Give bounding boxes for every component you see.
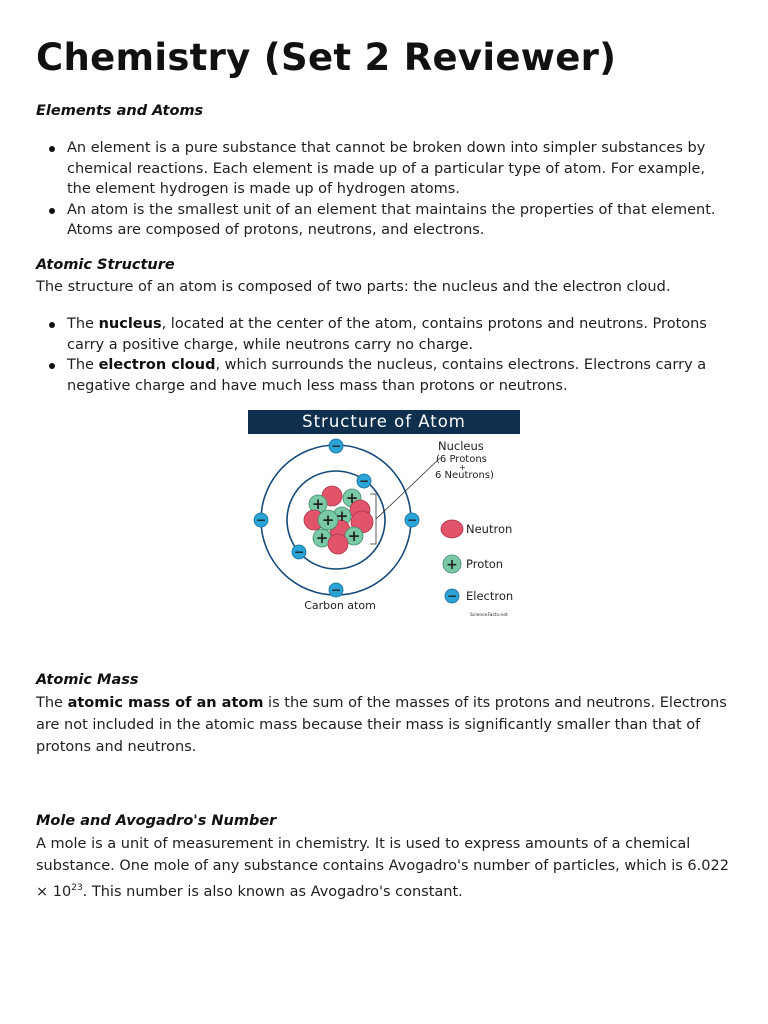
legend xyxy=(441,520,513,603)
legend-electron-label: Electron xyxy=(466,589,514,603)
atomic-structure-list xyxy=(36,314,731,396)
nucleus-label: Nucleus xyxy=(438,439,484,453)
nucleus-detail-plus: + xyxy=(459,463,466,472)
nucleus-detail-neutrons: 6 Neutrons) xyxy=(435,470,494,481)
proton-sign: + xyxy=(335,507,349,525)
paragraph-text: is the sum of the masses of its protons and neutrons. Electrons are not included in the atomic mass because their mass is significantly smaller than that of protons and neutrons. xyxy=(36,695,727,755)
electron-sign: − xyxy=(406,513,418,527)
list-item-text: , located at the center of the atom, contains protons and neutrons. Protons carry a positive charge, while neutrons carry no charge. xyxy=(67,316,707,353)
atomic-structure-intro: The structure of an atom is composed of two parts: the nucleus and the electron cloud. xyxy=(36,279,671,295)
elements-atoms-list xyxy=(36,138,731,241)
list-item-text: , which surrounds the nucleus, contains electrons. Electrons carry a negative charge and have much less mass than protons or neutrons. xyxy=(67,357,707,394)
legend-neutron-swatch xyxy=(441,520,463,538)
legend-electron-sign: − xyxy=(446,589,458,603)
list-item xyxy=(36,314,731,355)
figure-title: Structure of Atom xyxy=(248,410,520,434)
electron-sign: − xyxy=(358,474,370,488)
term-nucleus: nucleus xyxy=(98,316,162,332)
electron-sign: − xyxy=(293,545,305,559)
brand-logo xyxy=(470,612,508,618)
atom-structure-figure xyxy=(248,410,520,620)
proton-sign: + xyxy=(311,495,325,513)
paragraph-text: A mole is a unit of measurement in chemistry. It is used to express amounts of a chemical substance. One mole of any substance contains Avogadro's number of particles, which is 6.022 × 10 xyxy=(36,836,729,900)
electron-sign: − xyxy=(330,439,342,453)
neutron-particle xyxy=(328,534,348,554)
proton-sign: + xyxy=(345,489,359,507)
proton-sign: + xyxy=(315,529,329,547)
list-item-text: The xyxy=(67,316,99,332)
list-item: An atom is the smallest unit of an element that maintains the properties of that element. Atoms are composed of protons, neutrons, and electrons. xyxy=(36,200,731,241)
paragraph-text: The xyxy=(36,695,68,711)
nucleus-detail-protons: (6 Protons xyxy=(436,454,487,465)
term-electron-cloud: electron cloud xyxy=(98,357,216,373)
legend-proton-sign: + xyxy=(446,557,458,573)
section-heading-atomic-structure: Atomic Structure xyxy=(36,257,175,273)
list-item: An element is a pure substance that cannot be broken down into simpler substances by chemical reactions. Each element is made up of a particular type of atom. For example, the element hydrogen is made up of hydrogen atoms. xyxy=(36,138,731,200)
electron-sign: − xyxy=(330,583,342,597)
term-atomic-mass: atomic mass of an atom xyxy=(67,695,264,711)
section-heading-atomic-mass: Atomic Mass xyxy=(36,672,139,688)
figure-caption: Carbon atom xyxy=(304,599,376,612)
atom-diagram xyxy=(248,434,520,620)
legend-neutron-label: Neutron xyxy=(466,522,513,536)
exponent: 23 xyxy=(71,883,83,893)
mole-paragraph xyxy=(36,833,731,903)
atomic-mass-paragraph xyxy=(36,692,731,758)
electron-sign: − xyxy=(255,513,267,527)
list-item xyxy=(36,355,731,396)
paragraph-text: . This number is also known as Avogadro's constant. xyxy=(82,883,463,900)
section-heading-mole: Mole and Avogadro's Number xyxy=(36,813,277,829)
legend-proton-label: Proton xyxy=(466,557,504,571)
brand-text: ScienceFacts.net xyxy=(470,613,508,618)
nucleus-pointer-line xyxy=(376,458,440,519)
proton-sign: + xyxy=(347,527,361,545)
page-title: Chemistry (Set 2 Reviewer) xyxy=(36,36,617,79)
list-item-text: The xyxy=(67,357,99,373)
proton-sign: + xyxy=(321,511,335,529)
section-heading-elements-atoms: Elements and Atoms xyxy=(36,103,204,119)
